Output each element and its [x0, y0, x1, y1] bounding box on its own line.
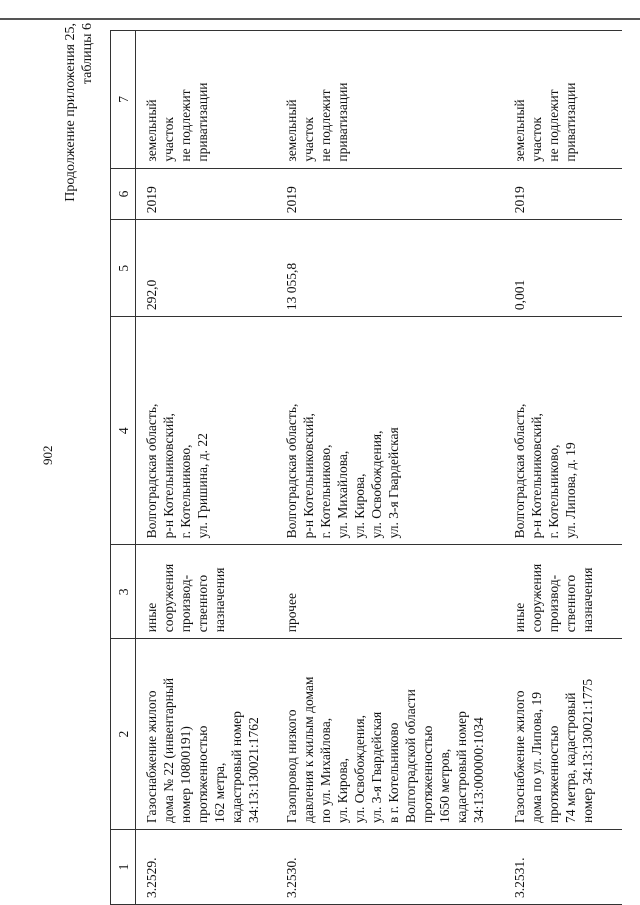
- continuation-line-2: таблицы 6: [80, 23, 95, 85]
- table-row: [504, 31, 622, 905]
- object-name: Газоснабжение жилого дома по ул. Липова, 19 протяженностью 74 метра, кадастровый номер 34:13:130021:1775: [504, 639, 622, 830]
- continuation-line-1: Продолжение приложения 25,: [63, 23, 78, 202]
- column-number-header: [111, 31, 136, 905]
- column-header-1: 1: [111, 829, 136, 904]
- column-header-7: 7: [111, 31, 136, 169]
- object-address: Волгоградская область, р-н Котельниковский, г. Котельниково, ул. Михайлова, ул. Кирова, ул. Освобождения, ул. 3-я Гвардейская: [276, 317, 504, 545]
- object-value: 0,001: [504, 220, 622, 317]
- object-year: 2019: [136, 168, 276, 220]
- object-note: земельный участок не подлежит приватизации: [136, 31, 276, 169]
- column-header-4: 4: [111, 317, 136, 545]
- object-note: земельный участок не подлежит приватизации: [504, 31, 622, 169]
- object-year: 2019: [276, 168, 504, 220]
- column-header-2: 2: [111, 639, 136, 830]
- object-value: 292,0: [136, 220, 276, 317]
- page-edge-line: [0, 18, 640, 20]
- object-note: земельный участок не подлежит приватизации: [276, 31, 504, 169]
- object-type: прочее: [276, 545, 504, 639]
- column-header-3: 3: [111, 545, 136, 639]
- object-address: Волгоградская область, р-н Котельниковский, г. Котельниково, ул. Гришина, д. 22: [136, 317, 276, 545]
- object-type: иные сооружения производ- ственного назначения: [504, 545, 622, 639]
- column-header-5: 5: [111, 220, 136, 317]
- column-header-6: 6: [111, 168, 136, 220]
- property-register-table: [110, 30, 622, 905]
- object-name: Газопровод низкого давления к жилым домам по ул. Михайлова, ул. Кирова, ул. Освобождения, ул. 3-я Гвардейская в г. Котельниково Волгоградской области протяженностью 1650 метров, кадастровый номер 34:13:000000:1034: [276, 639, 504, 830]
- row-number: 3.2530.: [276, 829, 504, 904]
- row-number: 3.2529.: [136, 829, 276, 904]
- continuation-note: [62, 23, 96, 305]
- table-row: [136, 31, 276, 905]
- object-address: Волгоградская область, р-н Котельниковский, г. Котельниково, ул. Липова, д. 19: [504, 317, 622, 545]
- object-year: 2019: [504, 168, 622, 220]
- object-name: Газоснабжение жилого дома № 22 (инвентарный номер 10800191) протяженностью 162 метра, кадастровый номер 34:13:130021:1762: [136, 639, 276, 830]
- table-row: [276, 31, 504, 905]
- row-number: 3.2531.: [504, 829, 622, 904]
- object-value: 13 055,8: [276, 220, 504, 317]
- page-number: 902: [40, 445, 55, 465]
- object-type: иные сооружения производ- ственного назначения: [136, 545, 276, 639]
